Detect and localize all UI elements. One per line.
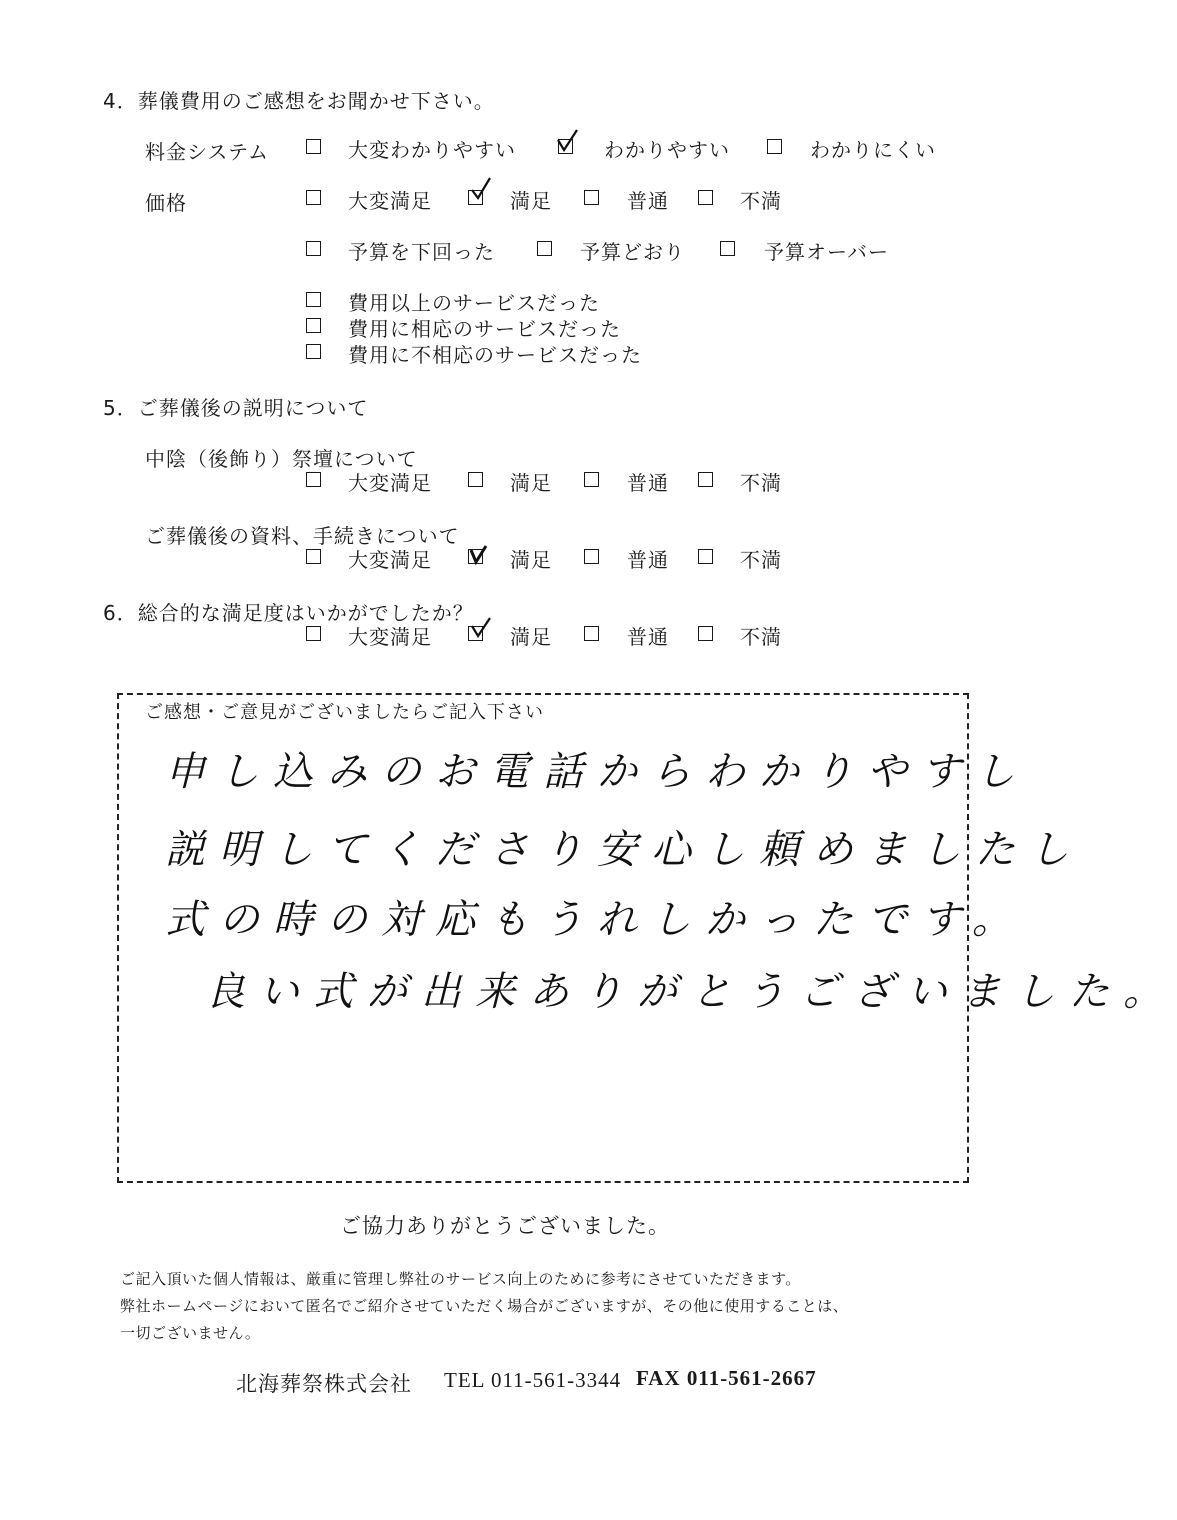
handwritten-line-2: 説明してくださり安心し頼めましたし <box>165 827 1083 873</box>
checkbox-altar-satisfied[interactable] <box>468 472 483 487</box>
checkbox-overall-dissatisfied[interactable] <box>698 626 713 641</box>
service-option-above: 費用以上のサービスだった <box>348 291 600 315</box>
checkbox-docs-normal[interactable] <box>584 549 599 564</box>
q6-title: 6．総合的な満足度はいかがでしたか？ <box>103 601 474 625</box>
checkbox-altar-normal[interactable] <box>584 472 599 487</box>
docs-option-dissatisfied: 不満 <box>740 548 782 572</box>
altar-option-dissatisfied: 不満 <box>740 471 782 495</box>
handwritten-line-1: 申し込みのお電話からわかりやすし <box>165 749 1029 795</box>
checkbox-docs-dissatisfied[interactable] <box>698 549 713 564</box>
altar-option-very-satisfied: 大変満足 <box>348 471 432 495</box>
budget-option-over: 予算オーバー <box>764 240 889 264</box>
privacy-note-line-2: 弊社ホームページにおいて匿名でご紹介させていただく場合がございますが、その他に使用することは、 <box>120 1297 849 1315</box>
altar-label: 中陰（後飾り）祭壇について <box>145 447 418 471</box>
checkbox-price-normal[interactable] <box>584 190 599 205</box>
docs-option-satisfied: 満足 <box>510 548 552 572</box>
overall-option-satisfied: 満足 <box>510 625 552 649</box>
fee-option-very-easy: 大変わかりやすい <box>348 138 516 162</box>
comment-heading: ご感想・ご意見がございましたらご記入下さい <box>143 698 546 724</box>
check-mark-icon <box>468 614 494 640</box>
tel-number: TEL 011-561-3344 <box>444 1368 622 1392</box>
altar-option-normal: 普通 <box>627 471 669 495</box>
q4-title: 4．葬儀費用のご感想をお聞かせ下さい。 <box>103 89 495 113</box>
docs-option-very-satisfied: 大変満足 <box>348 548 432 572</box>
price-option-normal: 普通 <box>627 189 669 213</box>
checkbox-service-above[interactable] <box>306 292 321 307</box>
checkbox-price-dissatisfied[interactable] <box>698 190 713 205</box>
fee-system-label: 料金システム <box>145 140 269 164</box>
checkbox-service-fitting[interactable] <box>306 318 321 333</box>
checkbox-budget-over[interactable] <box>720 241 735 256</box>
fee-option-easy: わかりやすい <box>604 138 730 162</box>
fee-option-hard: わかりにくい <box>810 138 936 162</box>
price-option-satisfied: 満足 <box>510 189 552 213</box>
service-option-unfitting: 費用に不相応のサービスだった <box>348 343 642 367</box>
checkbox-fee-hard[interactable] <box>767 139 782 154</box>
checkbox-budget-on[interactable] <box>537 241 552 256</box>
docs-option-normal: 普通 <box>627 548 669 572</box>
overall-option-normal: 普通 <box>627 625 669 649</box>
handwritten-line-3: 式の時の対応もうれしかったです。 <box>165 897 1026 943</box>
checkbox-altar-dissatisfied[interactable] <box>698 472 713 487</box>
checkbox-docs-very-satisfied[interactable] <box>306 549 321 564</box>
thanks-message: ご協力ありがとうございました。 <box>340 1214 670 1238</box>
checkbox-overall-very-satisfied[interactable] <box>306 626 321 641</box>
budget-option-under: 予算を下回った <box>348 240 495 264</box>
privacy-note-line-1: ご記入頂いた個人情報は、厳重に管理し弊社のサービス向上のために参考にさせていただきます。 <box>120 1270 801 1288</box>
checkbox-budget-under[interactable] <box>306 241 321 256</box>
check-mark-icon <box>466 540 492 566</box>
q5-title: 5．ご葬儀後の説明について <box>103 396 369 420</box>
price-label: 価格 <box>145 191 187 215</box>
price-option-dissatisfied: 不満 <box>740 189 782 213</box>
budget-option-on: 予算どおり <box>580 240 685 264</box>
overall-option-dissatisfied: 不満 <box>740 625 782 649</box>
checkbox-price-very-satisfied[interactable] <box>306 190 321 205</box>
checkbox-overall-normal[interactable] <box>584 626 599 641</box>
docs-label: ご葬儀後の資料、手続きについて <box>145 524 460 548</box>
altar-option-satisfied: 満足 <box>510 471 552 495</box>
price-option-very-satisfied: 大変満足 <box>348 189 432 213</box>
check-mark-icon <box>554 128 580 154</box>
checkbox-altar-very-satisfied[interactable] <box>306 472 321 487</box>
overall-option-very-satisfied: 大変満足 <box>348 625 432 649</box>
privacy-note-line-3: 一切ございません。 <box>120 1324 261 1342</box>
checkbox-fee-very-easy[interactable] <box>306 139 321 154</box>
check-mark-icon <box>468 176 494 202</box>
checkbox-service-unfitting[interactable] <box>306 344 321 359</box>
fax-number: FAX 011-561-2667 <box>636 1366 817 1390</box>
service-option-fitting: 費用に相応のサービスだった <box>348 317 621 341</box>
company-name: 北海葬祭株式会社 <box>236 1372 412 1396</box>
handwritten-line-4: 良い式が出来ありがとうございました。 <box>205 969 1177 1015</box>
